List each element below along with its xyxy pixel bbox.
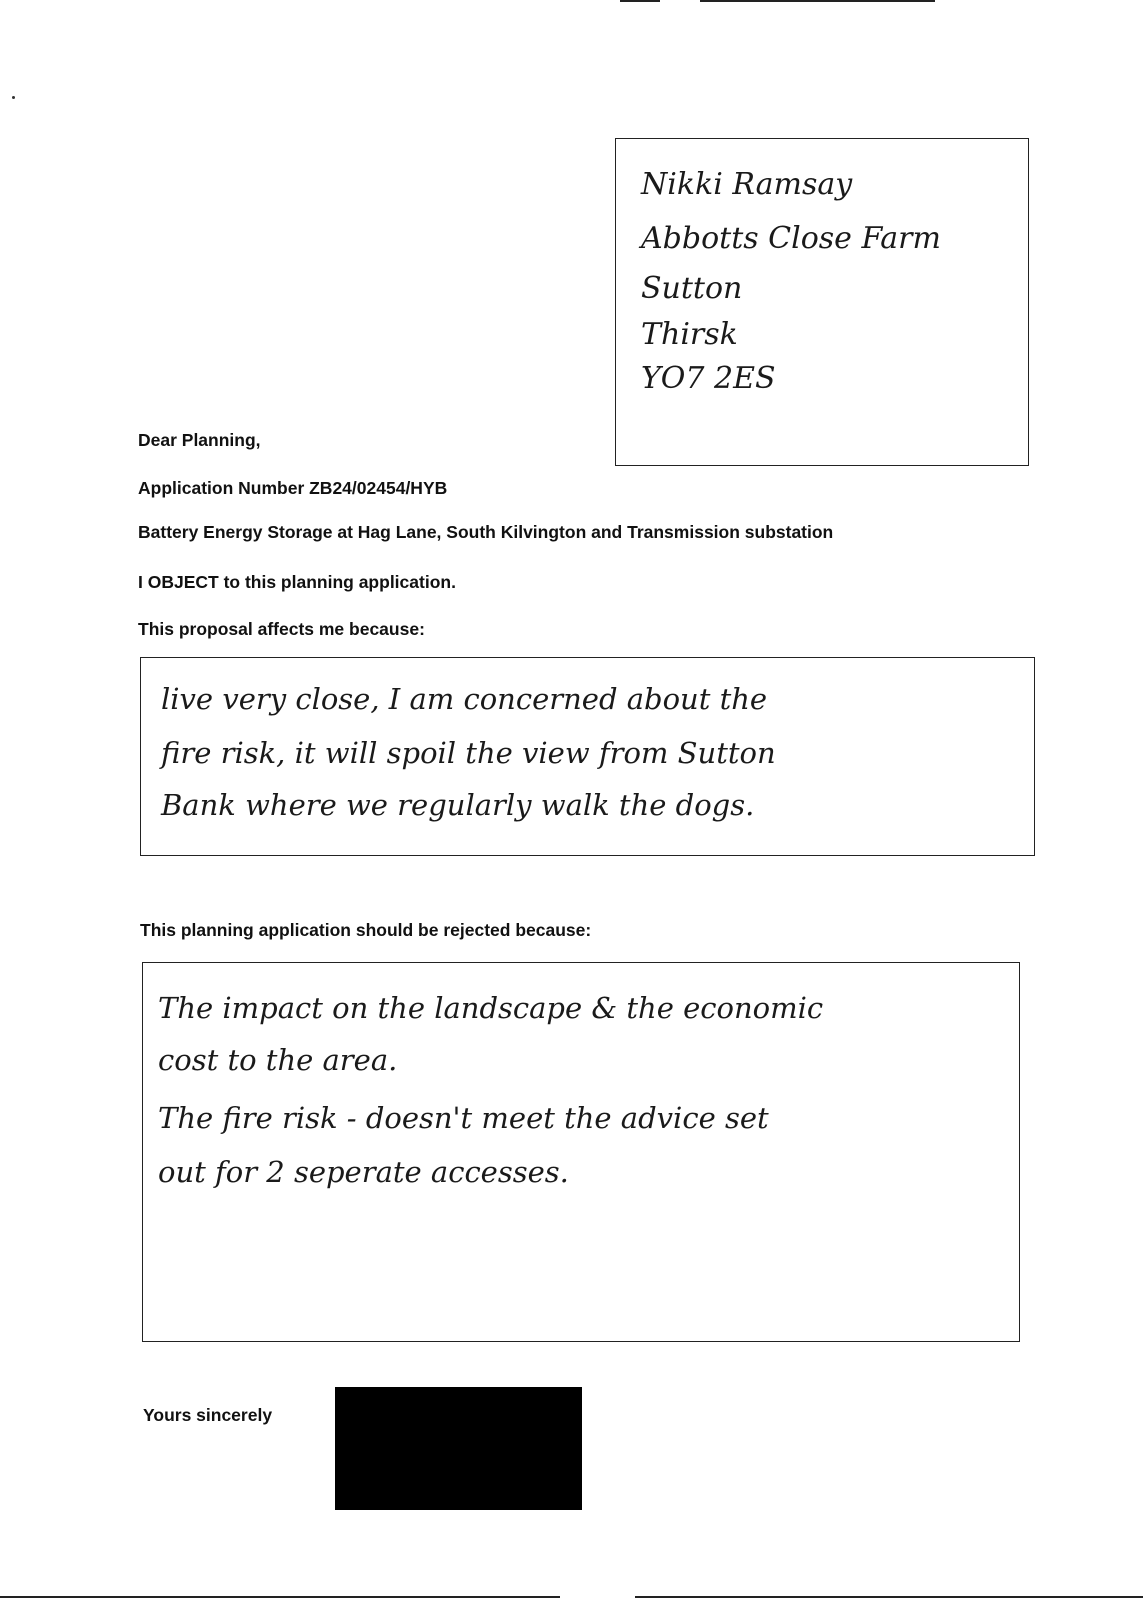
objection-prefix: I OBJECT — [138, 572, 219, 592]
application-subject: Battery Energy Storage at Hag Lane, South Kilvington and Transmission substation — [138, 522, 834, 542]
reject-heading: This planning application should be rejected because: — [140, 920, 592, 940]
sender-address-line3: Thirsk — [641, 317, 738, 352]
affects-line: live very close, I am concerned about the — [161, 682, 768, 716]
scan-edge-mark-top — [700, 0, 935, 2]
reject-line: out for 2 seperate accesses. — [158, 1155, 569, 1189]
reject-line: The impact on the landscape & the economic — [158, 991, 824, 1025]
affects-heading: This proposal affects me because: — [138, 619, 425, 639]
salutation: Dear Planning, — [138, 430, 261, 450]
scan-edge-mark-bottom — [0, 1596, 560, 1598]
scan-edge-mark-bottom — [635, 1596, 1143, 1598]
sender-address-box — [615, 138, 1029, 466]
sender-address-line1: Abbotts Close Farm — [641, 221, 941, 256]
objection-statement — [138, 572, 456, 593]
signature-redaction — [335, 1387, 582, 1510]
closing: Yours sincerely — [143, 1405, 273, 1425]
objection-suffix: to this planning application. — [218, 572, 456, 592]
affects-line: fire risk, it will spoil the view from Sutton — [161, 736, 776, 770]
affects-line: Bank where we regularly walk the dogs. — [161, 788, 755, 822]
sender-address-line2: Sutton — [641, 271, 743, 306]
application-number: Application Number ZB24/02454/HYB — [138, 478, 448, 498]
scan-edge-mark-top — [620, 0, 660, 2]
reject-line: The fire risk - doesn't meet the advice set — [158, 1101, 769, 1135]
reject-line: cost to the area. — [158, 1043, 398, 1077]
affects-response-box — [140, 657, 1035, 856]
sender-postcode: YO7 2ES — [641, 361, 776, 396]
reject-response-box — [142, 962, 1020, 1342]
scan-speck — [12, 96, 15, 99]
sender-name: Nikki Ramsay — [641, 167, 853, 202]
